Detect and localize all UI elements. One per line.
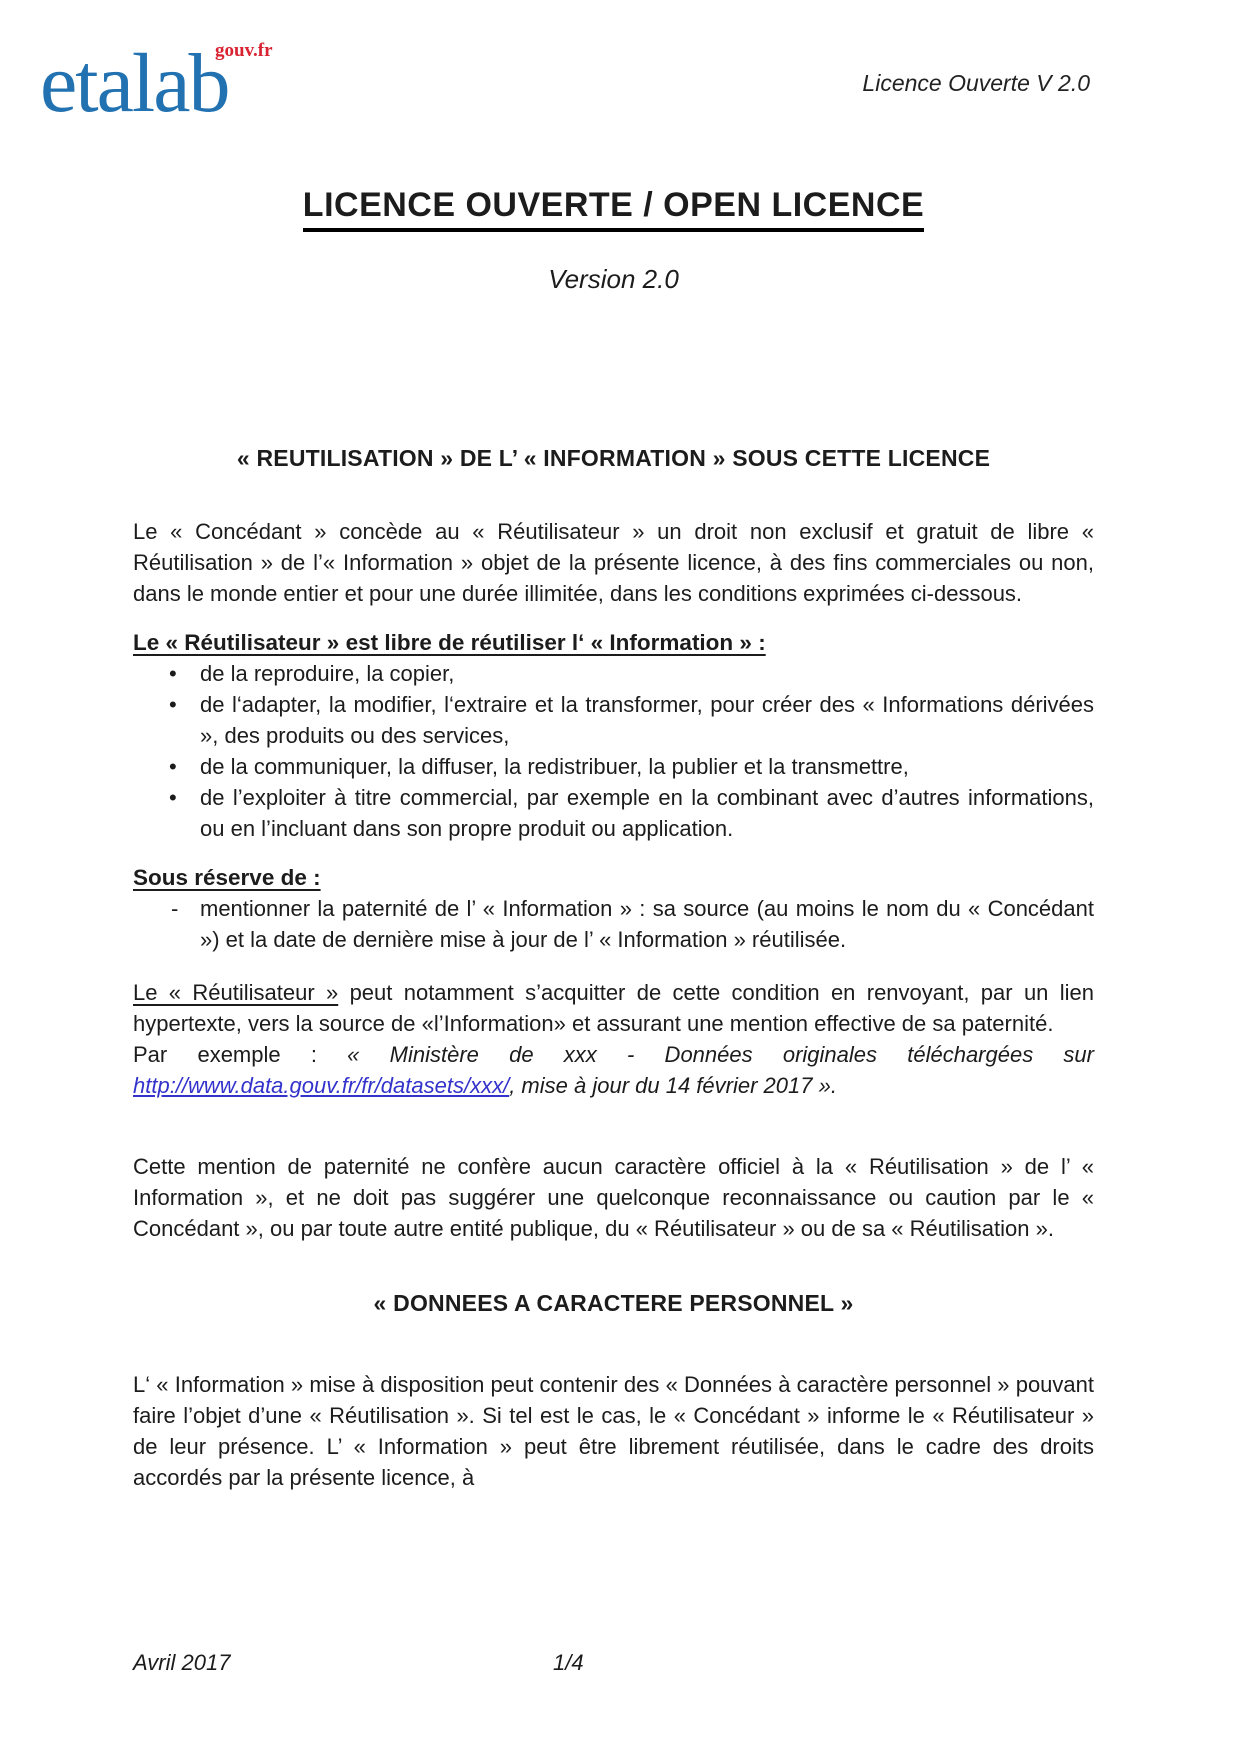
reserve-dash-list: [133, 893, 1094, 955]
attribution-lead: Le « Réutilisateur »: [133, 979, 339, 1005]
footer-page-number: 1/4: [553, 1650, 584, 1675]
dash-item-paternite: - mentionner la paternité de l’ « Information » : sa source (au moins le nom du « Concédant ») et la date de dernière mise à jour de l’ « Information » réutilisée.: [133, 893, 1094, 955]
subheading-sous-reserve: Sous réserve de :: [133, 864, 321, 890]
bullet-item-exploiter: • de l’exploiter à titre commercial, par exemple en la combinant avec d’autres informations, ou en l’incluant dans son propre produit ou application.: [133, 782, 1094, 844]
page-header: [0, 0, 1240, 130]
paragraph-paternity-note: Cette mention de paternité ne confère aucun caractère officiel à la « Réutilisation » de l’ « Information », et ne doit pas suggérer une quelconque reconnaissance ou caution par le « Concédant », ou par toute autre entité publique, du « Réutilisateur » ou de sa « Réutilisation ».: [133, 1153, 1094, 1241]
bullet-item-adapter: • de l‘adapter, la modifier, l‘extraire et la transformer, pour créer des « Informations dérivées », des produits ou des services,: [133, 689, 1094, 751]
doc-version-label: Licence Ouverte V 2.0: [862, 70, 1090, 96]
paragraph-attribution: [133, 977, 1094, 1039]
document-title: LICENCE OUVERTE / OPEN LICENCE: [133, 186, 1094, 232]
example-label: Par exemple :: [133, 1041, 348, 1067]
datasets-url-link[interactable]: http://www.data.gouv.fr/fr/datasets/xxx/: [133, 1072, 510, 1098]
section-heading-reutilisation: « REUTILISATION » DE L’ « INFORMATION » SOUS CETTE LICENCE: [236, 444, 991, 471]
example-italic-before: « Ministère de xxx - Données originales téléchargées sur: [347, 1041, 1094, 1067]
bullet-item-communiquer: • de la communiquer, la diffuser, la redistribuer, la publier et la transmettre,: [133, 751, 1094, 782]
gouv-fr-logo-superscript: gouv.fr: [215, 40, 273, 61]
subheading-free-reuse: Le « Réutilisateur » est libre de réutiliser l‘ « Information » :: [133, 629, 766, 655]
paragraph-personal-data: L‘ « Information » mise à disposition peut contenir des « Données à caractère personnel » pouvant faire l’objet d’une « Réutilisation ». Si tel est le cas, le « Concédant » informe le « Réutilisateur » de leur présence. L’ « Information » peut être librement réutilisée, dans le cadre des droits accordés par la présente licence, à: [133, 1371, 1094, 1490]
etalab-logo: [40, 37, 273, 130]
etalab-logo-text: etalab: [40, 37, 229, 130]
free-reuse-bullet-list: [133, 658, 1094, 844]
document-body: [0, 186, 1240, 1493]
example-italic-after: , mise à jour du 14 février 2017 ».: [509, 1072, 837, 1098]
paragraph-example: [133, 1039, 1094, 1101]
paragraph-intro: Le « Concédant » concède au « Réutilisateur » un droit non exclusif et gratuit de libre « Réutilisation » de l’« Information » objet de la présente licence, à des fins commerciales ou non, dans le monde entier et pour une durée illimitée, dans les conditions exprimées ci-dessous.: [133, 518, 1094, 606]
bullet-item-reproduire: • de la reproduire, la copier,: [133, 658, 1094, 689]
attribution-rest: peut notamment s’acquitter de cette condition en renvoyant, par un lien hypertexte, vers la source de «l’Information» et assurant une mention effective de sa paternité.: [133, 979, 1094, 1036]
section-heading-donnees-personnelles: « DONNEES A CARACTERE PERSONNEL »: [373, 1289, 854, 1316]
footer-date: Avril 2017: [133, 1650, 231, 1675]
version-subtitle: Version 2.0: [548, 263, 679, 294]
